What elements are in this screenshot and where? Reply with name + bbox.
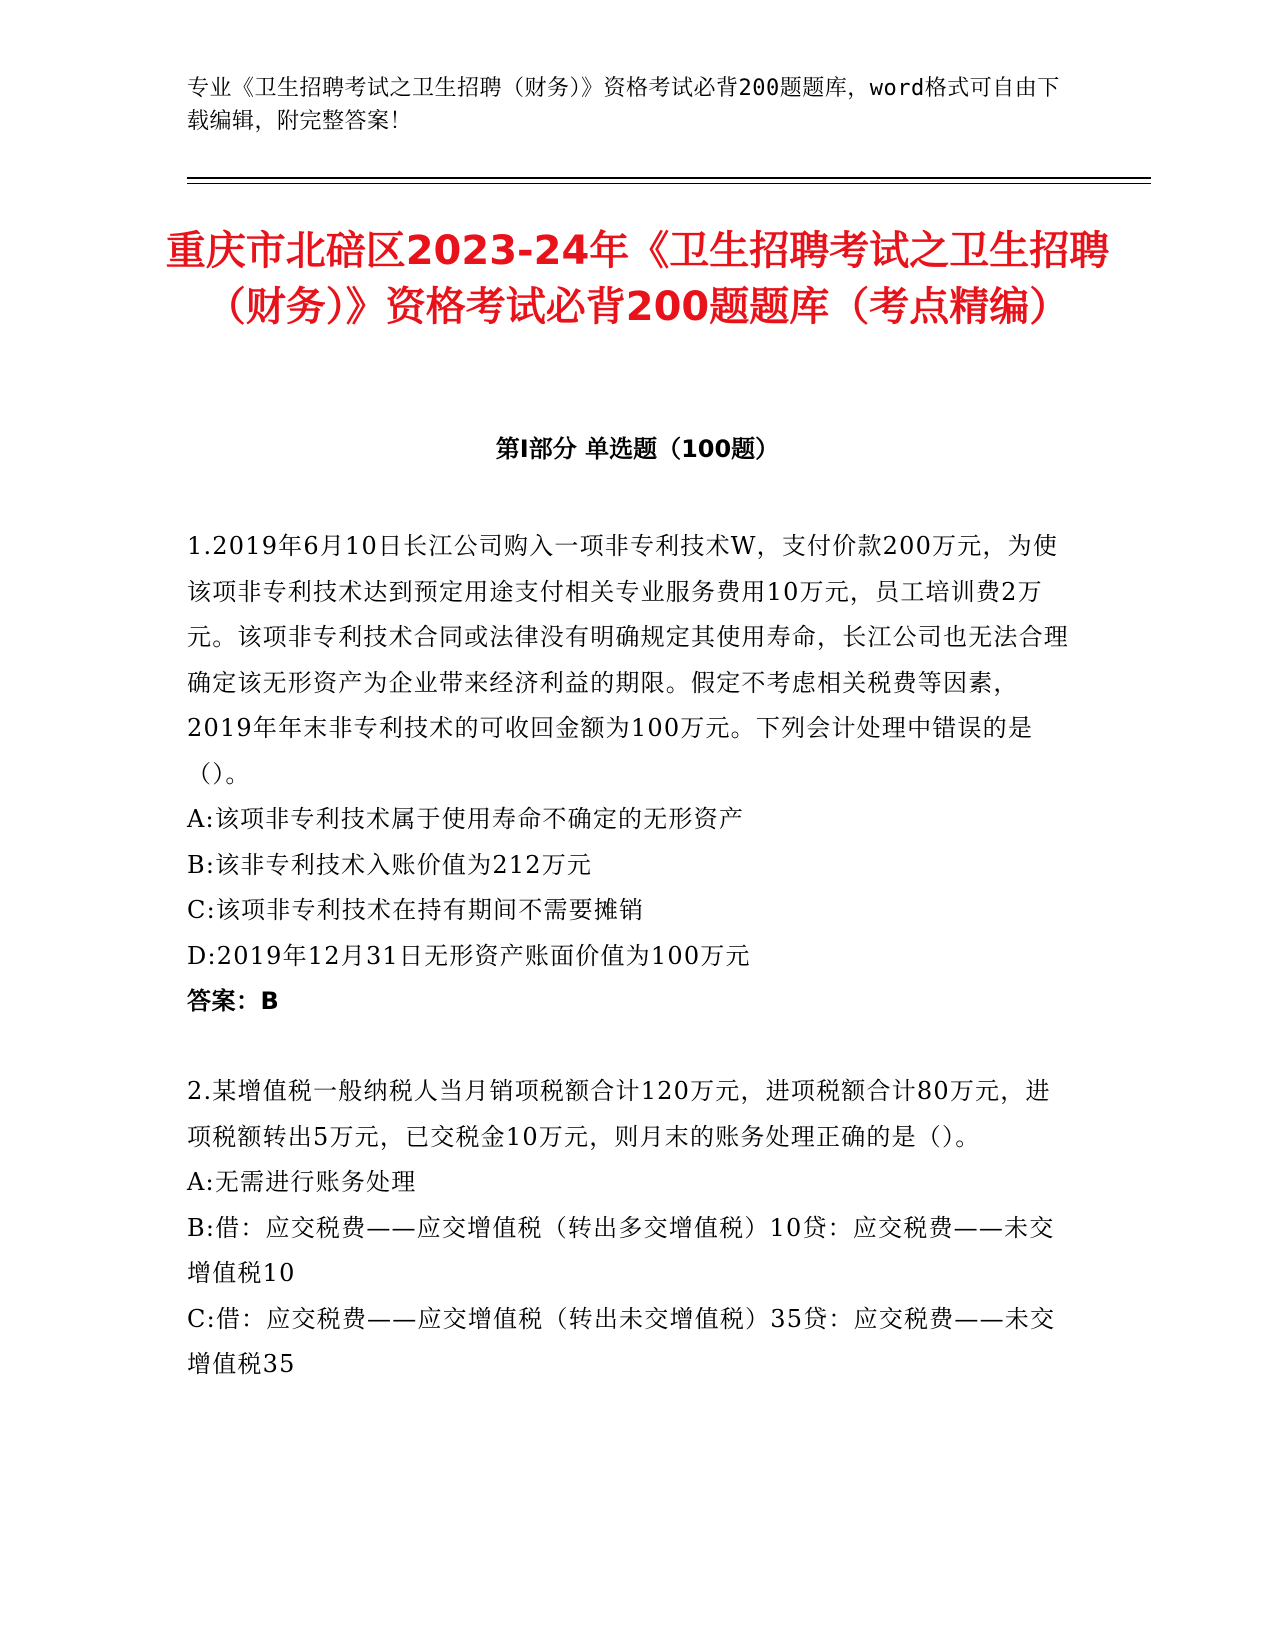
document-title: 重庆市北碚区2023-24年《卫生招聘考试之卫生招聘（财务）》资格考试必背200题题库（考点精编）	[165, 228, 1110, 330]
question-option-c: C:该项非专利技术在持有期间不需要摊销	[187, 896, 645, 924]
question-option-a: A:该项非专利技术属于使用寿命不确定的无形资产	[187, 805, 745, 833]
header-rule-thin	[187, 183, 1151, 184]
question-option-a: A:无需进行账务处理	[187, 1168, 417, 1196]
header-note: 专业《卫生招聘考试之卫生招聘（财务）》资格考试必背200题题库，word格式可自由下载编辑，附完整答案！	[187, 76, 1060, 134]
question-stem: 1.2019年6月10日长江公司购入一项非专利技术W，支付价款200万元，为使该项非专利技术达到预定用途支付相关专业服务费用10万元，员工培训费2万元。该项非专利技术合同或法律没有明确规定其使用寿命，长江公司也无法合理确定该无形资产为企业带来经济利益的期限。假定不考虑相关税费等因素，2019年年末非专利技术的可收回金额为100万元。下列会计处理中错误的是（）。	[187, 532, 1069, 788]
question-2	[187, 1069, 1072, 1388]
question-option-d: D:2019年12月31日无形资产账面价值为100万元	[187, 941, 751, 970]
question-stem: 2.某增值税一般纳税人当月销项税额合计120万元，进项税额合计80万元，进项税额转出5万元，已交税金10万元，则月末的账务处理正确的是（）。	[187, 1077, 1051, 1151]
section-title: 第I部分 单选题（100题）	[495, 435, 780, 463]
question-1	[187, 524, 1072, 1025]
question-option-c: C:借：应交税费——应交增值税（转出未交增值税）35贷：应交税费——未交增值税35	[187, 1304, 1056, 1378]
question-option-b: B:该非专利技术入账价值为212万元	[187, 850, 593, 879]
header-rule-thick	[187, 177, 1151, 179]
question-option-b: B:借：应交税费——应交增值税（转出多交增值税）10贷：应交税费——未交增值税10	[187, 1213, 1055, 1287]
question-answer: 答案：B	[187, 987, 280, 1015]
